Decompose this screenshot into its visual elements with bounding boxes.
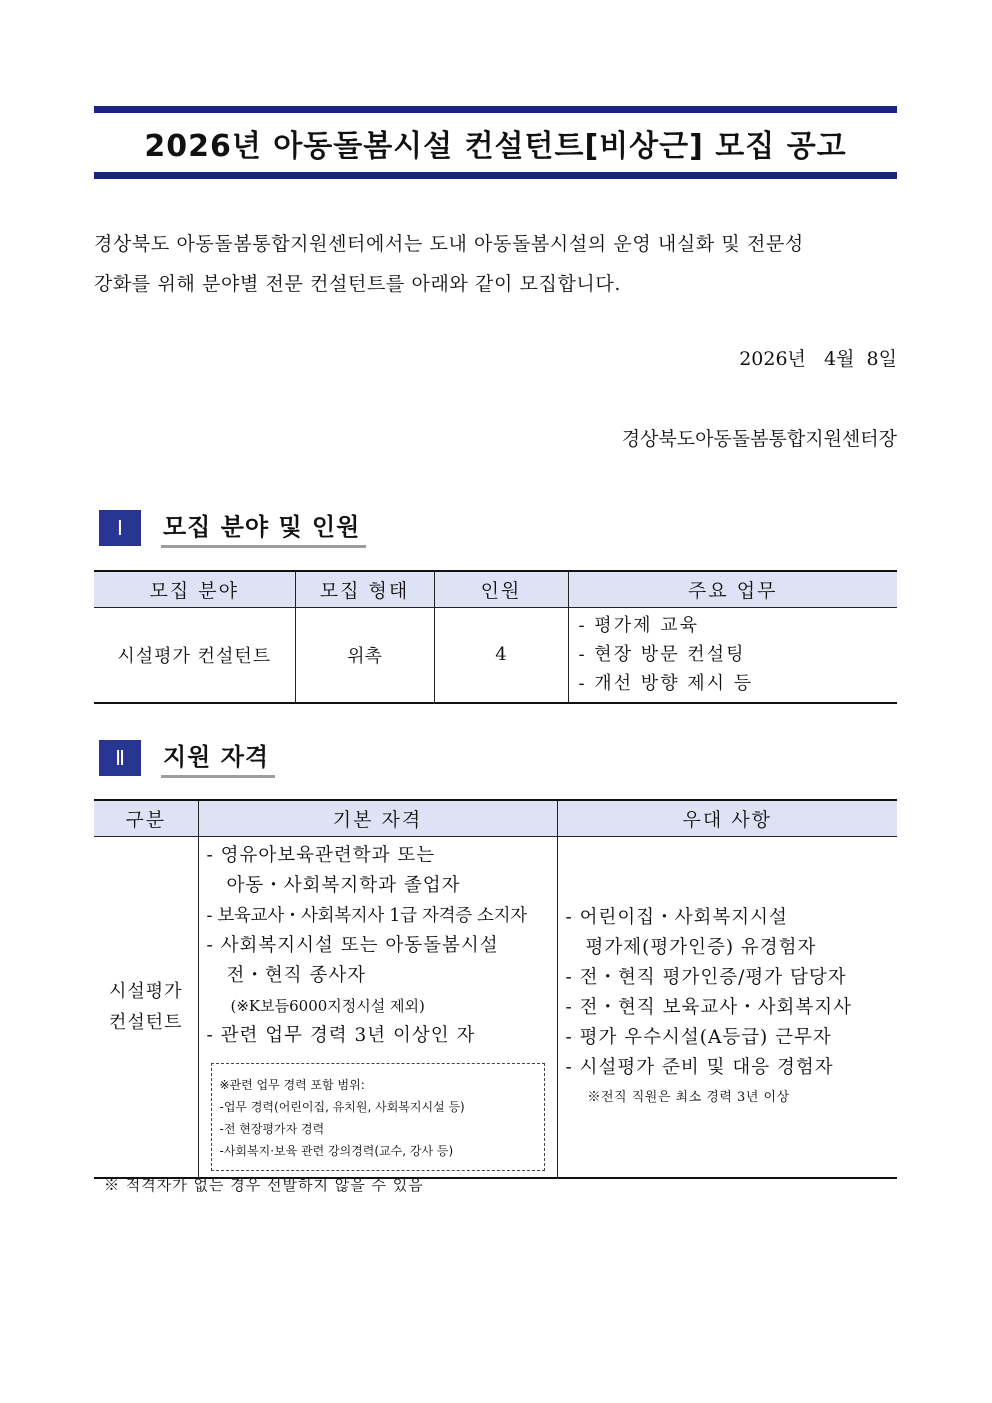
column-header: 인원: [434, 571, 568, 607]
announcement-date: 2026년 4월 8일: [739, 348, 897, 370]
scope-line: -업무 경력(어린이집, 유치원, 사회복지시설 등): [219, 1099, 465, 1114]
issuer: 경상북도아동돌봄통합지원센터장: [621, 428, 897, 450]
qualification-table: [94, 799, 897, 1179]
preferred-item: - 시설평가 준비 및 대응 경험자: [565, 1056, 834, 1078]
section-1-heading: [99, 507, 366, 548]
basic-qualification-cell: [198, 836, 557, 1178]
column-header: 구분: [94, 800, 198, 836]
intro-line: 강화를 위해 분야별 전문 컨설턴트를 아래와 같이 모집합니다.: [94, 273, 621, 295]
section-title: 지원 자격: [161, 737, 275, 778]
recruitment-table: [94, 570, 897, 704]
scope-line: -전 현장평가자 경력: [219, 1121, 325, 1136]
column-header: 모집 분야: [94, 571, 295, 607]
column-header: 우대 사항: [557, 800, 897, 836]
table-row: [94, 836, 897, 1178]
intro-line: 경상북도 아동돌봄통합지원센터에서는 도내 아동돌봄시설의 운영 내실화 및 전문성: [94, 233, 804, 255]
duty-item: - 개선 방향 제시 등: [578, 673, 754, 695]
table-header-row: [94, 571, 897, 607]
count-cell: 4: [434, 607, 568, 703]
qualification-item: - 보육교사・사회복지사 1급 자격증 소지자: [206, 905, 527, 926]
qualification-note: (※K보듬6000지정시설 제외): [230, 996, 425, 1015]
category-line: 컨설턴트: [108, 1011, 183, 1033]
qualification-item: - 영유아보육관련학과 또는: [206, 844, 436, 866]
preferred-note: ※전직 직원은 최소 경력 3년 이상: [587, 1089, 790, 1105]
preferred-item: - 평가 우수시설(A등급) 근무자: [565, 1026, 832, 1048]
qualification-item: - 관련 업무 경력 3년 이상인 자: [206, 1024, 476, 1046]
preferred-item: - 어린이집・사회복지시설: [565, 906, 788, 928]
column-header: 기본 자격: [198, 800, 557, 836]
qualification-item: 전・현직 종사자: [226, 964, 367, 986]
scope-line: ※관련 업무 경력 포함 범위:: [219, 1077, 365, 1092]
type-cell: 위촉: [295, 607, 434, 703]
preferred-item: - 전・현직 평가인증/평가 담당자: [565, 966, 847, 988]
page-title: 2026년 아동돌봄시설 컨설턴트[비상근] 모집 공고: [144, 128, 847, 164]
preferred-item: - 전・현직 보육교사・사회복지사: [565, 996, 852, 1018]
qualification-item: - 사회복지시설 또는 아동돌봄시설: [206, 934, 499, 956]
preferred-cell: [557, 836, 897, 1178]
duty-item: - 현장 방문 컨설팅: [578, 644, 746, 666]
footnote: ※ 적격자가 없는 경우 선발하지 않을 수 있음: [104, 1176, 424, 1194]
preferred-item: 평가제(평가인증) 유경험자: [585, 936, 817, 958]
category-line: 시설평가: [108, 980, 183, 1002]
category-cell: [94, 836, 198, 1178]
section-title: 모집 분야 및 인원: [161, 507, 366, 548]
title-box: [94, 106, 897, 179]
table-row: [94, 607, 897, 703]
experience-scope-box: [211, 1063, 545, 1171]
field-cell: 시설평가 컨설턴트: [94, 607, 295, 703]
qualification-item: 아동・사회복지학과 졸업자: [226, 874, 461, 896]
column-header: 모집 형태: [295, 571, 434, 607]
scope-line: -사회복지·보육 관련 강의경력(교수, 강사 등): [219, 1143, 454, 1158]
duty-item: - 평가제 교육: [578, 615, 699, 637]
section-number-badge: Ⅰ: [99, 510, 141, 546]
duties-cell: [568, 607, 897, 703]
section-2-heading: [99, 737, 275, 778]
section-number-badge: Ⅱ: [99, 740, 141, 776]
column-header: 주요 업무: [568, 571, 897, 607]
table-header-row: [94, 800, 897, 836]
intro-paragraph: [94, 224, 897, 304]
